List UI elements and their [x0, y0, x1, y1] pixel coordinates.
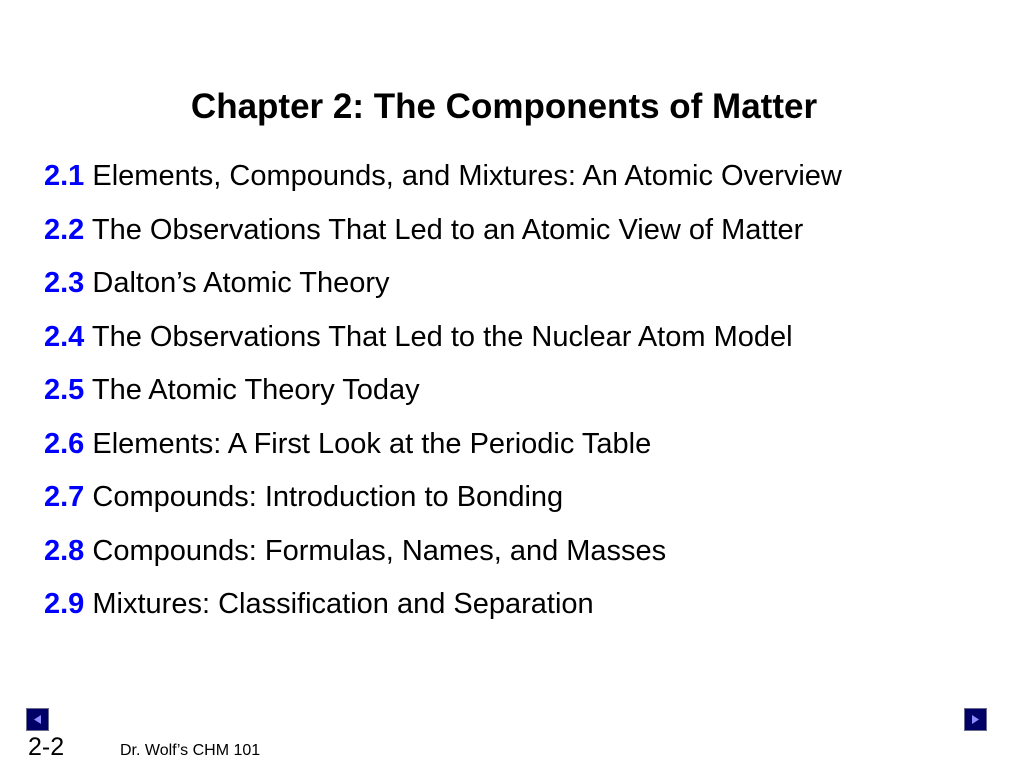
section-title: The Observations That Led to an Atomic View of Matter [91, 213, 804, 246]
arrow-right-icon [970, 714, 981, 725]
section-item [44, 154, 842, 208]
section-title: Compounds: Introduction to Bonding [92, 481, 564, 513]
section-item [44, 208, 842, 262]
section-number: 2.1 [44, 160, 85, 192]
section-number: 2.4 [44, 320, 85, 353]
section-title: Elements, Compounds, and Mixtures: An Atomic Overview [92, 160, 842, 192]
course-footer: Dr. Wolf’s CHM 101 [120, 742, 261, 759]
section-item [44, 529, 842, 583]
section-title: Compounds: Formulas, Names, and Masses [92, 534, 667, 567]
section-item [44, 582, 842, 636]
section-number: 2.7 [44, 481, 85, 513]
previous-slide-button[interactable] [26, 708, 49, 731]
section-number: 2.8 [44, 534, 85, 567]
section-number: 2.3 [44, 267, 85, 299]
section-item [44, 315, 842, 369]
section-item [44, 368, 842, 422]
section-item [44, 475, 842, 529]
section-item [44, 261, 842, 315]
section-title: Dalton’s Atomic Theory [92, 267, 390, 299]
section-number: 2.9 [44, 588, 85, 620]
slide-number: 2-2 [28, 733, 65, 761]
section-title: Elements: A First Look at the Periodic Table [92, 427, 652, 460]
section-title: The Atomic Theory Today [91, 374, 420, 406]
slide-title: Chapter 2: The Components of Matter [190, 87, 818, 126]
arrow-left-icon [32, 714, 43, 725]
section-title: The Observations That Led to the Nuclear Atom Model [91, 320, 793, 353]
section-number: 2.5 [44, 374, 85, 406]
section-number: 2.2 [44, 213, 85, 246]
section-number: 2.6 [44, 427, 85, 460]
section-list [44, 154, 842, 636]
section-item [44, 422, 842, 476]
section-title: Mixtures: Classification and Separation [92, 588, 594, 620]
next-slide-button[interactable] [964, 708, 987, 731]
